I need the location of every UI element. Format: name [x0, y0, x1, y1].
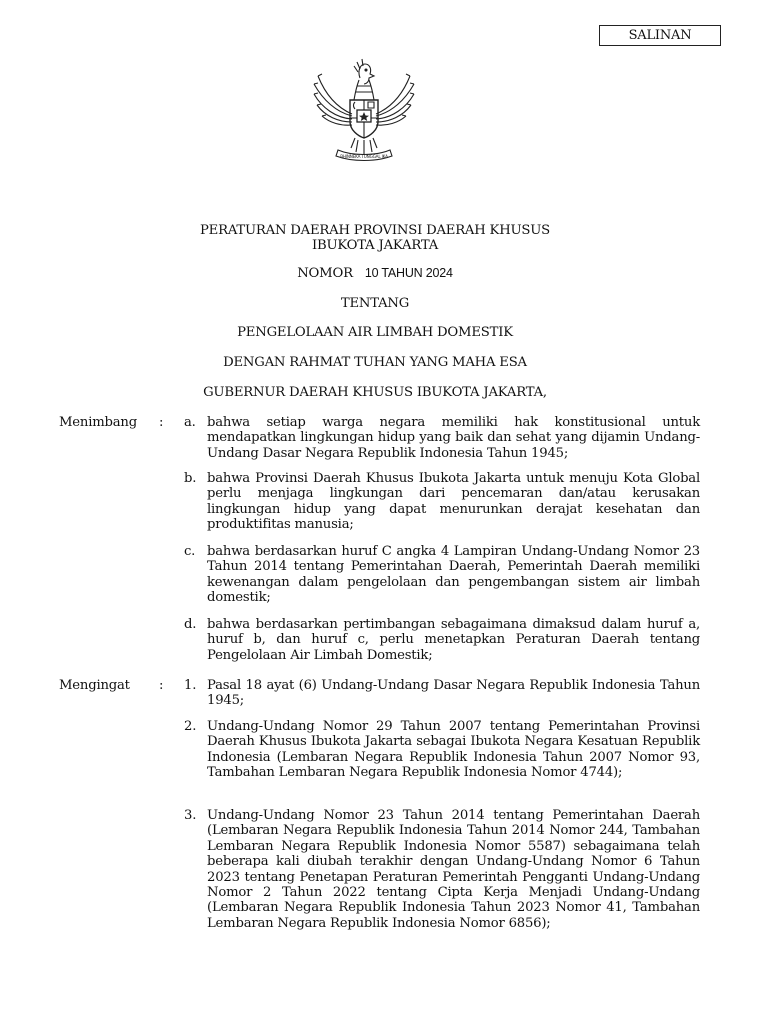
- mengingat-item-3: Undang-Undang Nomor 23 Tahun 2014 tentang Pemerintahan Daerah (Lembaran Negara Republik Indonesia Tahun 2014 Nomor 244, Tambahan Lembaran Negara Republik Indonesia Nomor 5587) sebagaimana telah beberapa kali diubah terakhir dengan Undang-Undang Nomor 6 Tahun 2023 tentang Penetapan Peraturan Pemerintah Pengganti Undang-Undang Nomor 2 Tahun 2022 tentang Cipta Kerja Menjadi Undang-Undang (Lembaran Negara Republik Indonesia Tahun 2023 Nomor 41, Tambahan Lembaran Negara Republik Indonesia Nomor 6856);: [207, 808, 700, 931]
- garuda-emblem-icon: [308, 56, 420, 168]
- tentang-heading: TENTANG: [340, 296, 410, 311]
- svg-text:BHINNEKA TUNGGAL IKA: BHINNEKA TUNGGAL IKA: [340, 154, 388, 159]
- rahmat-heading: DENGAN RAHMAT TUHAN YANG MAHA ESA: [223, 355, 527, 370]
- mengingat-mark-2: 2.: [184, 719, 197, 734]
- menimbang-mark-b: b.: [184, 471, 197, 486]
- menimbang-item-c: bahwa berdasarkan huruf C angka 4 Lampiran Undang-Undang Nomor 23 Tahun 2014 tentang Pemerintahan Daerah, Pemerintah Daerah memiliki kewenangan dalam pengelolaan dan pengembangan sistem air limbah domestik;: [207, 544, 700, 606]
- mengingat-colon: :: [159, 678, 164, 693]
- menimbang-mark-d: d.: [184, 617, 197, 632]
- subject-heading: PENGELOLAAN AIR LIMBAH DOMESTIK: [237, 325, 513, 340]
- regulation-title: [100, 223, 650, 253]
- title-line-1: PERATURAN DAERAH PROVINSI DAERAH KHUSUS: [199, 223, 550, 238]
- menimbang-mark-c: c.: [184, 544, 196, 559]
- mengingat-mark-1: 1.: [184, 678, 197, 693]
- mengingat-item-1: Pasal 18 ayat (6) Undang-Undang Dasar Negara Republik Indonesia Tahun 1945;: [207, 678, 700, 709]
- menimbang-colon: :: [159, 415, 164, 430]
- menimbang-item-b: bahwa Provinsi Daerah Khusus Ibukota Jakarta untuk menuju Kota Global perlu menjaga lingkungan dari pencemaran dan/atau kerusakan lingkungan hidup yang dapat menurunkan derajat kesehatan dan produktifitas manusia;: [207, 471, 700, 533]
- menimbang-item-a: bahwa setiap warga negara memiliki hak konstitusional untuk mendapatkan lingkungan hidup yang baik dan sehat yang dijamin Undang-Undang Dasar Negara Republik Indonesia Tahun 1945;: [207, 415, 700, 461]
- nomor-line: [100, 266, 650, 281]
- nomor-value: 10 TAHUN 2024: [364, 266, 453, 280]
- menimbang-item-d: bahwa berdasarkan pertimbangan sebagaimana dimaksud dalam huruf a, huruf b, dan huruf c, perlu menetapkan Peraturan Daerah tentang Pengelolaan Air Limbah Domestik;: [207, 617, 700, 663]
- gubernur-heading: GUBERNUR DAERAH KHUSUS IBUKOTA JAKARTA,: [203, 385, 547, 400]
- mengingat-mark-3: 3.: [184, 808, 197, 823]
- nomor-label: NOMOR: [297, 266, 353, 281]
- title-line-2: IBUKOTA JAKARTA: [311, 238, 439, 253]
- salinan-stamp: SALINAN: [599, 25, 721, 46]
- menimbang-mark-a: a.: [184, 415, 196, 430]
- mengingat-label: Mengingat: [59, 678, 130, 693]
- mengingat-item-2: Undang-Undang Nomor 29 Tahun 2007 tentang Pemerintahan Provinsi Daerah Khusus Ibukota Jakarta sebagai Ibukota Negara Kesatuan Republik Indonesia (Lembaran Negara Republik Indonesia Tahun 2007 Nomor 93, Tambahan Lembaran Negara Republik Indonesia Nomor 4744);: [207, 719, 700, 781]
- menimbang-label: Menimbang: [59, 415, 137, 430]
